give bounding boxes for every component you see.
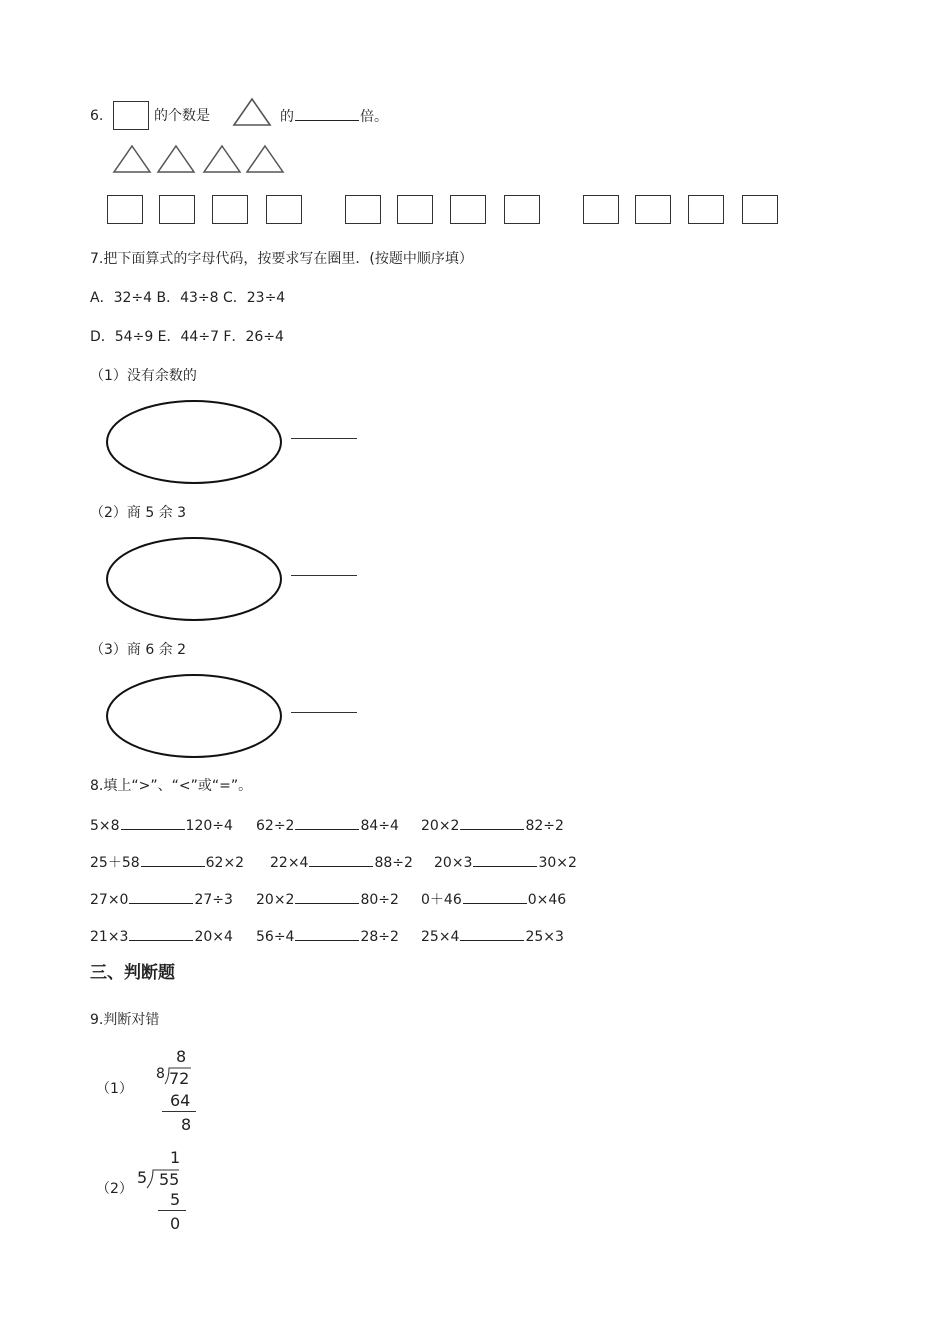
- q6-line: [90, 107, 103, 125]
- q7-part3-answer-line[interactable]: [291, 712, 357, 713]
- triangle-icon: [114, 146, 150, 172]
- q8-cell: 0＋46 0×46: [421, 892, 567, 908]
- q8-blank[interactable]: [295, 927, 359, 941]
- q9-item2-label: （2）: [96, 1181, 133, 1197]
- q8-cell: 22×4 88÷2: [270, 855, 413, 871]
- q8-cell: 20×3 30×2: [434, 855, 577, 871]
- q7-options-line1: A．32÷4 B．43÷8 C．23÷4: [90, 290, 286, 306]
- q8-cell: 5×8 120÷4: [90, 818, 233, 834]
- triangle-icon: [204, 146, 240, 172]
- q8-blank[interactable]: [460, 927, 524, 941]
- q7-part1-oval[interactable]: [104, 398, 284, 486]
- q9-item1-product: 64: [170, 1091, 191, 1110]
- q9-item2-dividend: 55: [159, 1170, 180, 1189]
- q9-item1-dividend: 72: [169, 1069, 190, 1088]
- q7-title: 7.把下面算式的字母代码，按要求写在圈里．(按题中顺序填）: [90, 251, 473, 267]
- q8-blank[interactable]: [121, 816, 185, 830]
- q7-part1-label: （1）没有余数的: [90, 368, 197, 384]
- q9-item1-rule: [162, 1111, 196, 1112]
- square-icon: [583, 195, 619, 224]
- q8-blank[interactable]: [309, 853, 373, 867]
- q7-part3-oval[interactable]: [104, 672, 284, 760]
- square-icon: [107, 195, 143, 224]
- triangle-icon: [158, 146, 194, 172]
- q6-text-b-line: [280, 107, 388, 126]
- square-icon: [504, 195, 540, 224]
- square-icon: [345, 195, 381, 224]
- q9-item2-product: 5: [170, 1190, 181, 1209]
- q8-blank[interactable]: [295, 816, 359, 830]
- q7-part3-label: （3）商 6 余 2: [90, 642, 187, 658]
- square-icon: [159, 195, 195, 224]
- q9-item1-divisor: 8: [156, 1066, 165, 1082]
- q9-item1-quotient: 8: [176, 1047, 187, 1066]
- q6-answer-blank[interactable]: [295, 107, 359, 121]
- q8-cell: 25×4 25×3: [421, 929, 564, 945]
- square-icon: [635, 195, 671, 224]
- q7-part1-answer-line[interactable]: [291, 438, 357, 439]
- q8-cell: 21×3 20×4: [90, 929, 233, 945]
- q6-text-c: 倍。: [360, 109, 388, 125]
- q9-item2-remainder: 0: [170, 1214, 181, 1233]
- square-icon: [397, 195, 433, 224]
- q8-cell: 27×0 27÷3: [90, 892, 233, 908]
- q7-part2-answer-line[interactable]: [291, 575, 357, 576]
- q8-title: 8.填上“>”、“<”或“=”。: [90, 778, 253, 794]
- q7-part2-oval[interactable]: [104, 535, 284, 623]
- q8-cell: 20×2 80÷2: [256, 892, 399, 908]
- square-icon: [688, 195, 724, 224]
- q8-blank[interactable]: [473, 853, 537, 867]
- square-icon: [450, 195, 486, 224]
- q7-options-line2: D．54÷9 E．44÷7 F．26÷4: [90, 329, 284, 345]
- q9-item2-divisor: 5: [137, 1168, 148, 1187]
- q6-number: 6.: [90, 108, 104, 124]
- q6-triangle-icon: [232, 97, 272, 127]
- section3-heading: 三、判断题: [90, 963, 175, 983]
- q8-cell: 25＋58 62×2: [90, 855, 245, 871]
- q8-cell: 56÷4 28÷2: [256, 929, 399, 945]
- q6-square-icon: [113, 101, 149, 130]
- q9-item1-label: （1）: [96, 1081, 133, 1097]
- q9-item1-remainder: 8: [181, 1115, 192, 1134]
- q7-part2-label: （2）商 5 余 3: [90, 505, 187, 521]
- q9-title: 9.判断对错: [90, 1012, 160, 1028]
- square-icon: [742, 195, 778, 224]
- triangle-icon: [247, 146, 283, 172]
- q9-item2-rule: [158, 1210, 186, 1211]
- q6-text-a: 的个数是: [154, 108, 210, 124]
- square-icon: [266, 195, 302, 224]
- q8-cell: 62÷2 84÷4: [256, 818, 399, 834]
- q8-cell: 20×2 82÷2: [421, 818, 564, 834]
- q9-item2-quotient: 1: [170, 1148, 181, 1167]
- q6-text-b: 的: [280, 109, 294, 125]
- q8-blank[interactable]: [295, 890, 359, 904]
- q8-blank[interactable]: [463, 890, 527, 904]
- q8-blank[interactable]: [129, 927, 193, 941]
- square-icon: [212, 195, 248, 224]
- q8-blank[interactable]: [129, 890, 193, 904]
- q8-blank[interactable]: [141, 853, 205, 867]
- triangles-row: [110, 143, 290, 175]
- q8-blank[interactable]: [460, 816, 524, 830]
